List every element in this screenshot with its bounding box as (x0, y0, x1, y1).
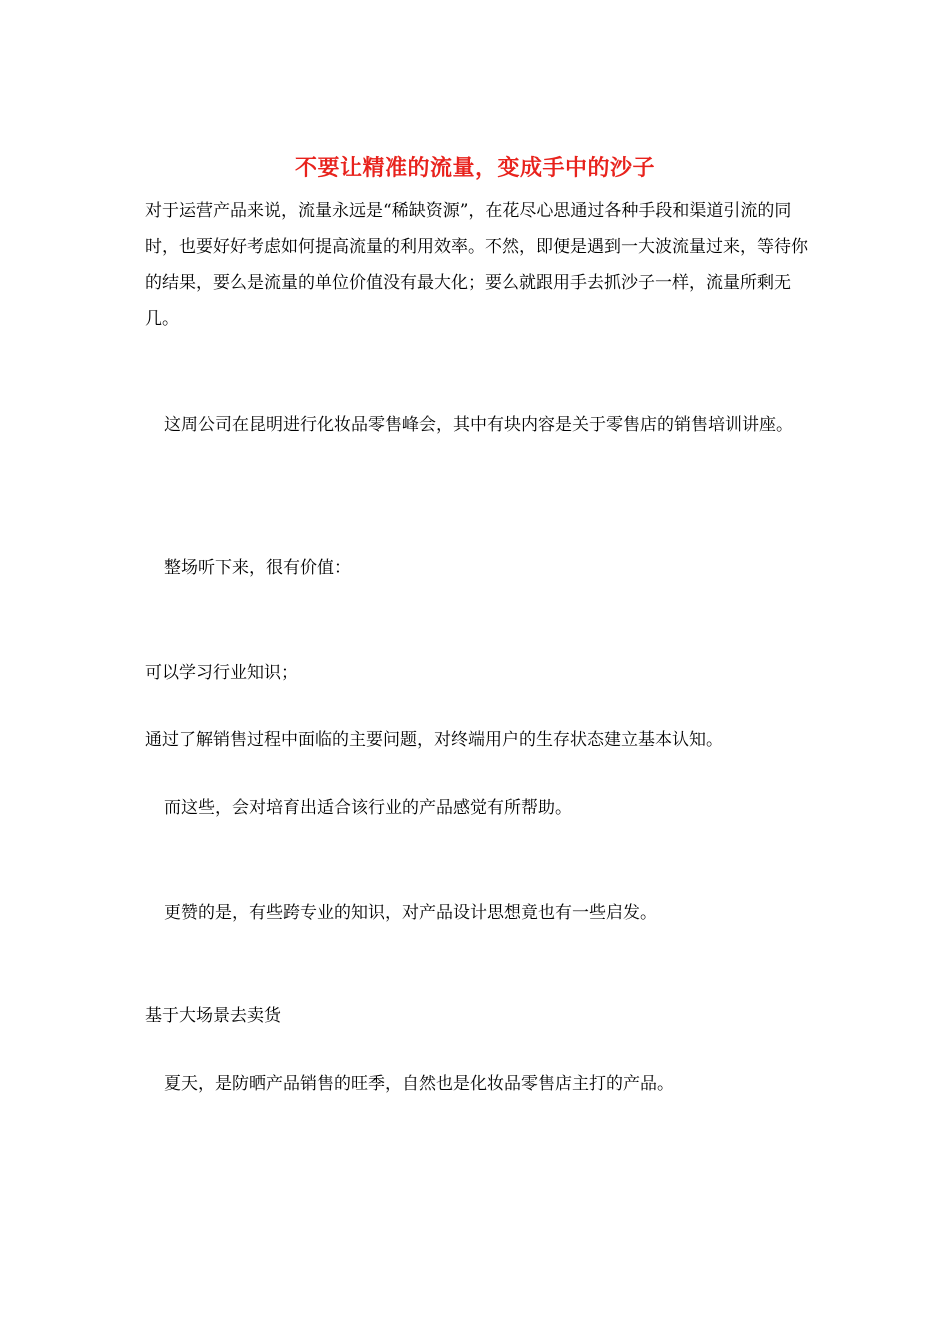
paragraph-summer-sunscreen: 夏天，是防晒产品销售的旺季，自然也是化妆品零售店主打的产品。 (164, 1074, 674, 1094)
paragraph-value: 整场听下来，很有价值： (164, 558, 351, 578)
paragraph-summit: 这周公司在昆明进行化妆品零售峰会，其中有块内容是关于零售店的销售培训讲座。 (164, 415, 793, 435)
document-title: 不要让精准的流量，变成手中的沙子 (294, 155, 655, 181)
paragraph-product-sense: 而这些，会对培育出适合该行业的产品感觉有所帮助。 (164, 798, 572, 818)
paragraph-industry-knowledge: 可以学习行业知识； (145, 663, 298, 683)
section-heading-big-scene: 基于大场景去卖货 (145, 1006, 281, 1026)
paragraph-cross-discipline: 更赞的是，有些跨专业的知识，对产品设计思想竟也有一些启发。 (164, 903, 657, 923)
paragraph-intro: 对于运营产品来说，流量永远是“稀缺资源”，在花尽心思通过各种手段和渠道引流的同时，也要好好考虑如何提高流量的利用效率。不然，即便是遇到一大波流量过来，等待你的结果，要么是流量的单位价值没有最大化；要么就跟用手去抓沙子一样，流量所剩无几。 (145, 201, 808, 329)
paragraph-sales-problems: 通过了解销售过程中面临的主要问题，对终端用户的生存状态建立基本认知。 (145, 730, 723, 750)
